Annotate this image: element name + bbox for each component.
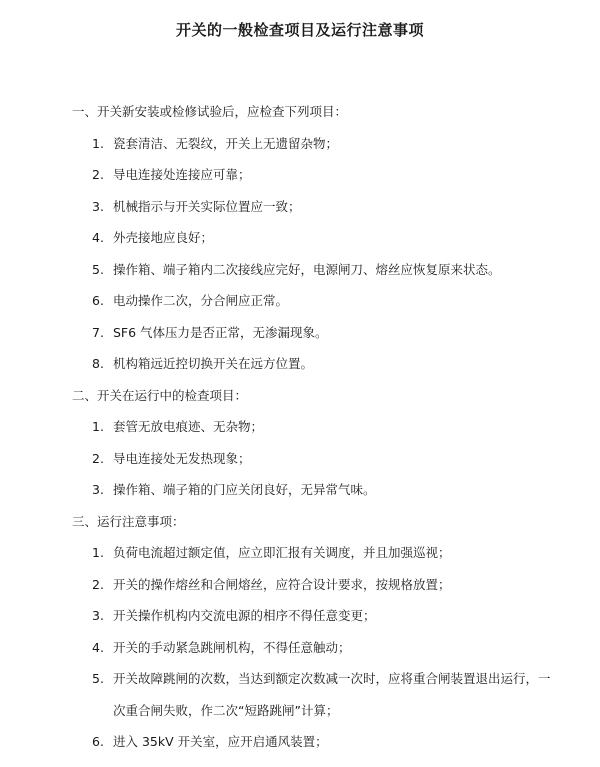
document-body <box>72 102 572 764</box>
list-item-text <box>113 669 551 732</box>
list-item <box>72 606 572 638</box>
list-item <box>72 575 572 607</box>
list-item <box>72 638 572 670</box>
list-item <box>72 291 572 323</box>
list-item-number: 5. <box>92 671 104 686</box>
list-item <box>72 669 572 732</box>
list-item-text-line: 负荷电流超过额定值，应立即汇报有关调度，并且加强巡视； <box>113 545 451 560</box>
list-item-text-line: 外壳接地应良好； <box>113 230 214 245</box>
document-title: 开关的一般检查项目及运行注意事项 <box>175 21 424 39</box>
list-item-text <box>113 197 533 229</box>
list-item <box>72 228 572 260</box>
list-item-text-line: 导电连接处连接应可靠； <box>113 167 251 182</box>
list-item-text-line: 瓷套清洁、无裂纹，开关上无遗留杂物； <box>113 135 339 151</box>
list-item-number: 1. <box>92 135 104 151</box>
list-item-text-line: 电动操作二次，分合闸应正常。 <box>113 293 289 308</box>
list-item-text-line: 导电连接处无发热现象； <box>113 450 251 466</box>
list-item <box>72 323 572 355</box>
list-item-number: 3. <box>92 198 104 214</box>
list-item-text <box>113 575 533 607</box>
list-item-text <box>113 354 533 386</box>
list-item-number: 2. <box>92 450 104 466</box>
list-item-text <box>113 417 533 449</box>
list-item <box>72 354 572 386</box>
list-item-number: 6. <box>92 734 104 749</box>
list-item-text <box>113 291 533 323</box>
list-item-number: 4. <box>92 639 104 655</box>
list-item-number: 4. <box>92 230 104 245</box>
list-item <box>72 134 572 166</box>
list-item <box>72 165 572 197</box>
list-item-text <box>113 134 533 166</box>
list-item-text <box>113 732 533 764</box>
list-item-number: 2. <box>92 576 104 592</box>
list-item-number: 5. <box>92 261 104 277</box>
list-item-number: 1. <box>92 419 104 434</box>
list-item-text-line: 开关的操作熔丝和合闸熔丝，应符合设计要求，按规格放置； <box>113 576 451 592</box>
list-item-text-line: 操作箱、端子箱内二次接线应完好，电源闸刀、熔丝应恢复原来状态。 <box>113 261 501 277</box>
list-item-text-line: SF6 气体压力是否正常，无渗漏现象。 <box>113 324 328 340</box>
list-item <box>72 732 572 764</box>
list-item-text-line: 开关的手动紧急跳闸机构，不得任意触动； <box>113 639 351 655</box>
list-item-text-line: 次重合闸失败，作二次“短路跳闸”计算； <box>113 702 339 718</box>
list-item-number: 8. <box>92 356 104 371</box>
list-item-text <box>113 638 533 670</box>
list-item-number: 1. <box>92 545 104 560</box>
list-item-text <box>113 228 533 260</box>
list-item-text <box>113 323 533 355</box>
section-heading: 二、开关在运行中的检查项目： <box>72 387 248 403</box>
list-item-text <box>113 606 533 638</box>
list-item-number: 7. <box>92 324 104 340</box>
list-item-text <box>113 543 533 575</box>
list-item <box>72 449 572 481</box>
list-item-text <box>113 260 533 292</box>
list-item-text-line: 机构箱远近控切换开关在远方位置。 <box>113 356 314 371</box>
list-item <box>72 197 572 229</box>
list-item-number: 3. <box>92 608 104 623</box>
list-item <box>72 480 572 512</box>
list-item <box>72 417 572 449</box>
list-item-text-line: 开关操作机构内交流电源的相序不得任意变更； <box>113 608 376 623</box>
list-item-text-line: 进入 35kV 开关室，应开启通风装置； <box>113 734 328 749</box>
list-item <box>72 543 572 575</box>
list-item-number: 2. <box>92 167 104 182</box>
list-item-text <box>113 165 533 197</box>
list-item-number: 3. <box>92 482 104 497</box>
section-heading: 一、开关新安装或检修试验后，应检查下列项目： <box>72 104 348 119</box>
list-item-text-line: 套管无放电痕迹、无杂物； <box>113 419 264 434</box>
list-item-text-line: 机械指示与开关实际位置应一致； <box>113 198 301 214</box>
list-item-text <box>113 449 533 481</box>
list-item-text-line: 开关故障跳闸的次数，当达到额定次数减一次时，应将重合闸装置退出运行，一 <box>113 671 551 686</box>
list-item-text <box>113 480 533 512</box>
list-item-text-line: 操作箱、端子箱的门应关闭良好，无异常气味。 <box>113 482 376 497</box>
section-heading: 三、运行注意事项： <box>72 513 185 529</box>
list-item-number: 6. <box>92 293 104 308</box>
list-item <box>72 260 572 292</box>
